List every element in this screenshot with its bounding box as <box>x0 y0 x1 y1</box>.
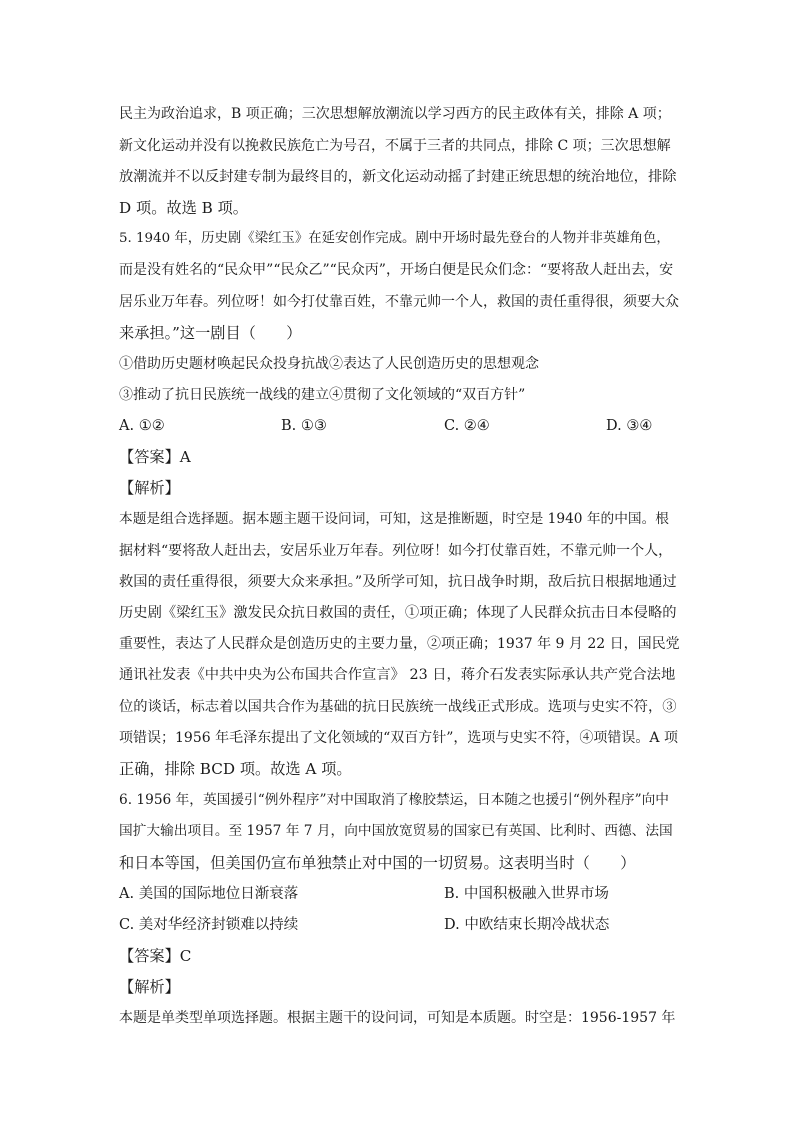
q5-analysis-line: 救国的责任重得很，须要大众来承担。”及所学可知，抗日战争时期，敌后抗日根据地通过 <box>119 574 677 590</box>
q6-stem-line: 国扩大输出项目。至 1957 年 7 月，向中国放宽贸易的国家已有英国、比利时、西德、法国 <box>119 823 673 839</box>
q6-answer: 【答案】C <box>119 947 192 965</box>
q5-analysis-label: 【解析】 <box>119 479 180 497</box>
q5-statement-line: ③推动了抗日民族统一战线的建立④贯彻了文化领域的“双百方针” <box>119 387 526 403</box>
q4-analysis-line: 民主为政治追求，B 项正确；三次思想解放潮流以学习西方的民主政体有关，排除 A 项； <box>119 106 671 122</box>
q6-option-b: B. 中国积极融入世界市场 <box>444 886 609 902</box>
q5-option-b: B. ①③ <box>281 418 327 434</box>
q5-analysis-line: 通讯社发表《中共中央为公布国共合作宣言》 23 日，蒋介石发表实际承认共产党合法地 <box>119 667 676 683</box>
q6-stem-line: 和日本等国，但美国仍宣布单独禁止对中国的一切贸易。这表明当时（ ） <box>119 854 636 872</box>
q5-analysis-line: 本题是组合选择题。据本题主题干设问词，可知，这是推断题，时空是 1940 年的中国。根 <box>119 511 669 527</box>
q5-option-d: D. ③④ <box>606 418 653 434</box>
q5-option-a: A. ①② <box>119 418 165 434</box>
q6-option-c: C. 美对华经济封锁难以持续 <box>119 917 299 933</box>
q5-analysis-line: 重要性，表达了人民群众是创造历史的主要力量，②项正确；1937 年 9 月 22 日，国民党 <box>119 636 680 652</box>
q5-answer: 【答案】A <box>119 448 191 466</box>
q5-analysis-line: 据材料“要将敌人赶出去，安居乐业万年春。列位呀！如今打仗靠百姓，不靠元帅一个人， <box>119 543 673 559</box>
q5-stem-line: 5. 1940 年，历史剧《梁红玉》在延安创作完成。剧中开场时最先登台的人物并非英雄角色， <box>119 231 670 246</box>
q4-analysis-line: 新文化运动并没有以挽救民族危亡为号召，不属于三者的共同点，排除 C 项；三次思想解 <box>119 138 671 154</box>
q6-option-a: A. 美国的国际地位日渐衰落 <box>119 886 299 902</box>
q5-analysis-line: 历史剧《梁红玉》激发民众抗日救国的责任，①项正确；体现了人民群众抗击日本侵略的 <box>119 605 677 621</box>
q5-analysis-line: 位的谈话，标志着以国共合作为基础的抗日民族统一战线正式形成。选项与史实不符，③ <box>119 699 677 715</box>
q6-stem-line: 6. 1956 年，英国援引“例外程序”对中国取消了橡胶禁运，日本随之也援引“例外程序”向中 <box>119 792 669 808</box>
q5-stem-line: 而是没有姓名的“民众甲”“民众乙”“民众丙”，开场白便是民众们念：“要将敌人赶出去，安 <box>119 262 674 278</box>
q5-option-c: C. ②④ <box>444 418 490 434</box>
q5-stem-line: 居乐业万年春。列位呀！如今打仗靠百姓，不靠元帅一个人，救国的责任重得很，须要大众 <box>119 294 679 310</box>
q4-analysis-line: 放潮流并不以反封建专制为最终目的，新文化运动动摇了封建正统思想的统治地位，排除 <box>119 169 677 185</box>
q4-analysis-line: D 项。故选 B 项。 <box>119 199 248 217</box>
q6-analysis-line: 本题是单类型单项选择题。根据主题干的设问词，可知是本质题。时空是：1956-1957 年 <box>119 1010 676 1026</box>
q5-statement-line: ①借助历史题材唤起民众投身抗战②表达了人民创造历史的思想观念 <box>119 356 539 372</box>
q6-option-d: D. 中欧结束长期冷战状态 <box>444 917 610 933</box>
q6-analysis-label: 【解析】 <box>119 978 180 996</box>
q5-stem-line: 来承担。”这一剧目（ ） <box>119 324 302 342</box>
q5-analysis-line: 正确，排除 BCD 项。故选 A 项。 <box>119 760 352 778</box>
q5-analysis-line: 项错误；1956 年毛泽东提出了文化领域的“双百方针”，选项与史实不符，④项错误。A 项 <box>119 730 678 746</box>
